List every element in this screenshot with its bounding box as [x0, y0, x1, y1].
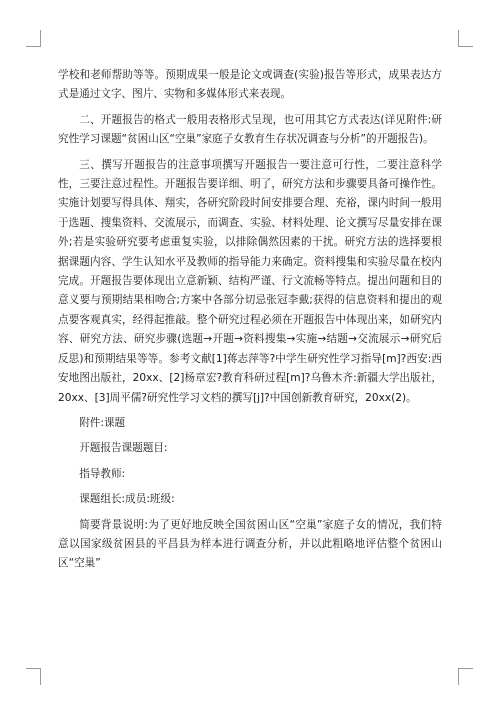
- paragraph-attachment: 附件:课题: [79, 416, 126, 429]
- paragraph-team: 课题组长:成员:班级:: [79, 493, 175, 506]
- paragraph-format: 二、开题报告的格式一般用表格形式呈现，也可用其它方式表达(详见附件:研究性学习课题“贫困山区“空巢”家庭子女教育生存状况调查与分析”的开题报告)。: [58, 113, 442, 146]
- crop-mark-bottom-right: [458, 668, 473, 685]
- paragraph-topic-title: 开题报告课题题目:: [79, 442, 168, 455]
- crop-mark-top-left: [26, 30, 41, 47]
- paragraph-notes: 三、撰写开题报告的注意事项撰写开题报告一要注意可行性，二要注意科学性，三要注意过程性。开题报告要详细、明了，研究方法和步骤要具备可操作性。实施计划要写得具体、翔实，各研究阶段时间安排要合理、充裕，课内时间一般用于选题、搜集资料、交流展示，而调查、实验、材料处理、论文撰写尽量安排在课外;若是实验研究要考虑重复实验，以排除偶然因素的干扰。研究方法的选择要根据课题内容、学生认知水平及教师的指导能力来确定。资料搜集和实验尽量在校内完成。开题报告要体现出立意新颖、结构严谨、行文流畅等特点。提出问题和目的意义要与预期结果相吻合;方案中各部分切忌张冠李戴;获得的信息资料和提出的观点要客观真实，经得起推敲。整个研究过程必须在开题报告中体现出来，如研究内容、研究方法、研究步骤(选题→开题→资料搜集→实施→结题→交流展示→研究后反思)和预期结果等等。参考文献[1]蒋志萍等?中学生研究性学习指导[m]?西安:西安地图出版社，20xx、[2]杨章宏?教育科研过程[m]?乌鲁木齐:新疆大学出版社，20xx、[3]周平儒?研究性学习文档的撰写[j]?中国创新教育研究，20xx(2)。: [58, 158, 442, 404]
- paragraph-advisor: 指导教师:: [79, 467, 126, 480]
- document-body: [58, 66, 442, 580]
- paragraph-expected-results: 学校和老师帮助等等。预期成果一般是论文或调查(实验)报告等形式，成果表达方式是通过文字、图片、实物和多媒体形式来表现。: [58, 69, 442, 101]
- crop-mark-top-right: [458, 30, 473, 47]
- crop-mark-bottom-left: [26, 668, 41, 685]
- paragraph-background: 简要背景说明:为了更好地反映全国贫困山区“空巢”家庭子女的情况，我们特意以国家级贫困县的平昌县为样本进行调查分析，并以此粗略地评估整个贫困山区“空巢”: [58, 518, 442, 570]
